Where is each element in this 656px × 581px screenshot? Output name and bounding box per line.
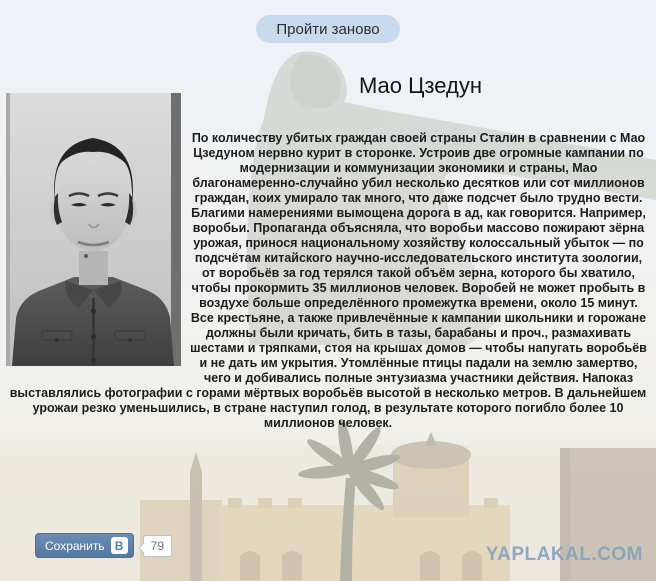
- restart-row: [0, 0, 656, 43]
- site-watermark: YAPLAKAL.COM: [485, 544, 643, 565]
- result-title: Мао Цзедун: [358, 73, 482, 98]
- result-content: [0, 73, 656, 431]
- mao-portrait-photo: [6, 93, 181, 366]
- restart-quiz-button[interactable]: Пройти заново: [256, 15, 399, 43]
- vk-logo-icon: В: [111, 537, 128, 554]
- vk-save-button[interactable]: [35, 533, 134, 558]
- vk-share-count-badge: 79: [143, 535, 172, 557]
- vk-share-widget: [35, 533, 172, 558]
- result-description: По количеству убитых граждан своей страны Сталин в сравнении с Мао Цзедуном нервно курит в сторонке. Устроив две огромные кампании по модернизации и коммунизации экономики и страны, Мао благонамеренно-случайно убил несколько десятков или сот миллионов граждан, коих умирало так много, что даже подсчет было трудно вести. Благими намерениями вымощена дорога в ад, как говорится. Например, воробьи. Пропаганда объясняла, что воробьи массово пожирают зёрна урожая, принося национальному хозяйству колоссальный убыток — по подсчётам китайского научно-исследовательского института зоологии, от воробьёв за год терялся такой объём зерна, которого бы хватило, чтобы прокормить 35 миллионов человек. Воробей не может пробыть в воздухе больше определённого промежутка времени, около 15 минут. Все крестьяне, а также привлечённые к кампании школьники и горожане должны были кричать, бить в тазы, барабаны и проч., размахивать шестами и тряпками, стоя на крышах домов — чтобы напугать воробьёв и не дать им укрытия. Утомлённые птицы падали на землю замертво, чего и добивались полные энтузиазма участники действия. Напоказ выставлялись фотографии с горами мёртвых воробьёв высотой в несколько метров. В дальнейшем урожаи резко уменьшились, в стране наступил голод, в результате которого погибло более 10 миллионов человек.: [9, 131, 647, 430]
- vk-save-label: Сохранить: [45, 538, 105, 553]
